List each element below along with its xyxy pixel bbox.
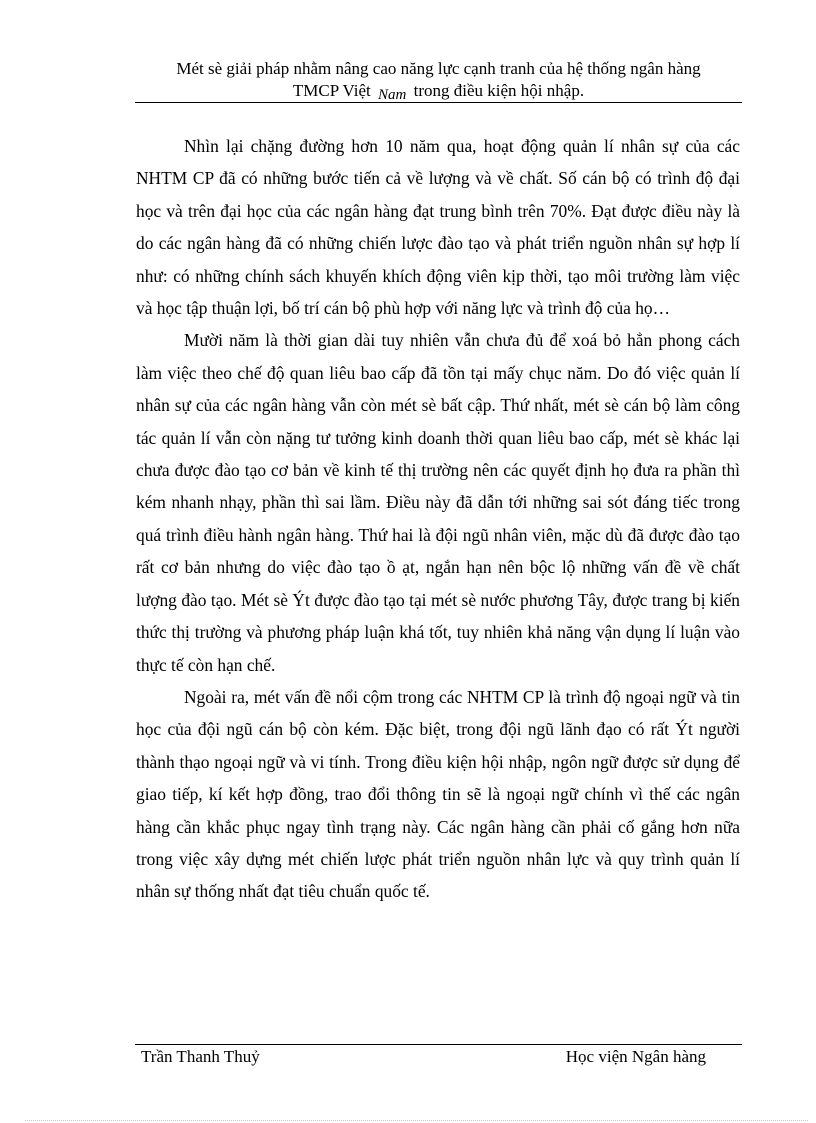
body-text — [136, 130, 740, 908]
header-title-line-2-pre: TMCP Việt — [292, 81, 376, 100]
paragraph-3: Ngoài ra, mét vấn đề nổi cộm trong các NHTM CP là trình độ ngoại ngữ và tin học của đội ngũ cán bộ còn kém. Đặc biệt, trong đội ngũ lãnh đạo có rất Ýt người thành thạo ngoại ngữ và vi tính. Trong điều kiện hội nhập, ngôn ngữ được sử dụng để giao tiếp, kí kết hợp đồng, trao đổi thông tin sẽ là ngoại ngữ chính vì thế các ngân hàng cần khắc phục ngay tình trạng này. Các ngân hàng cần phải cố gắng hơn nữa trong việc xây dựng mét chiến lược phát triển nguồn nhân lực và quy trình quản lí nhân sự thống nhất đạt tiêu chuẩn quốc tế. — [136, 686, 740, 902]
header-title-line-2 — [135, 80, 742, 103]
footer-institution: Học viện Ngân hàng — [565, 1047, 706, 1066]
page-bottom-edge — [25, 1120, 808, 1121]
page-header — [135, 58, 742, 103]
header-title-nam: Nam — [378, 87, 407, 103]
header-title-line-1: Mét sè giải pháp nhằm nâng cao năng lực cạnh tranh của hệ thống ngân hàng — [176, 59, 701, 78]
paragraph-2: Mười năm là thời gian dài tuy nhiên vẫn chưa đủ để xoá bỏ hẳn phong cách làm việc theo chế độ quan liêu bao cấp đã tồn tại mấy chục năm. Do đó việc quản lí nhân sự của các ngân hàng vẫn còn mét sè bất cập. Thứ nhất, mét sè cán bộ làm công tác quản lí vẫn còn nặng tư tưởng kinh doanh thời quan liêu bao cấp, mét sè khác lại chưa được đào tạo cơ bản về kinh tế thị trường nên các quyết định họ đưa ra phần thì kém nhanh nhạy, phần thì sai lầm. Điều này đã dẫn tới những sai sót đáng tiếc trong quá trình điều hành ngân hàng. Thứ hai là đội ngũ nhân viên, mặc dù đã được đào tạo rất cơ bản nhưng do việc đào tạo ồ ạt, ngắn hạn nên bộc lộ những vấn đề về chất lượng đào tạo. Mét sè Ýt được đào tạo tại mét sè nước phương Tây, được trang bị kiến thức thị trường và phương pháp luận khá tốt, tuy nhiên khả năng vận dụng lí luận vào thực tế còn hạn chế. — [136, 330, 740, 675]
footer-rule — [135, 1044, 742, 1045]
header-rule — [135, 102, 742, 103]
footer-author: Trần Thanh Thuỷ — [141, 1047, 260, 1066]
header-title-line-2-post: trong điều kiện hội nhập. — [409, 81, 585, 100]
paragraph-1: Nhìn lại chặng đường hơn 10 năm qua, hoạt động quản lí nhân sự của các NHTM CP đã có những bước tiến cả về lượng và về chất. Số cán bộ có trình độ đại học và trên đại học của các ngân hàng đạt trung bình trên 70%. Đạt được điều này là do các ngân hàng đã có những chiến lược đào tạo và phát triển nguồn nhân sự hợp lí như: có những chính sách khuyến khích động viên kịp thời, tạo môi trường làm việc và học tập thuận lợi, bố trí cán bộ phù hợp với năng lực và trình độ của họ… — [136, 136, 740, 319]
